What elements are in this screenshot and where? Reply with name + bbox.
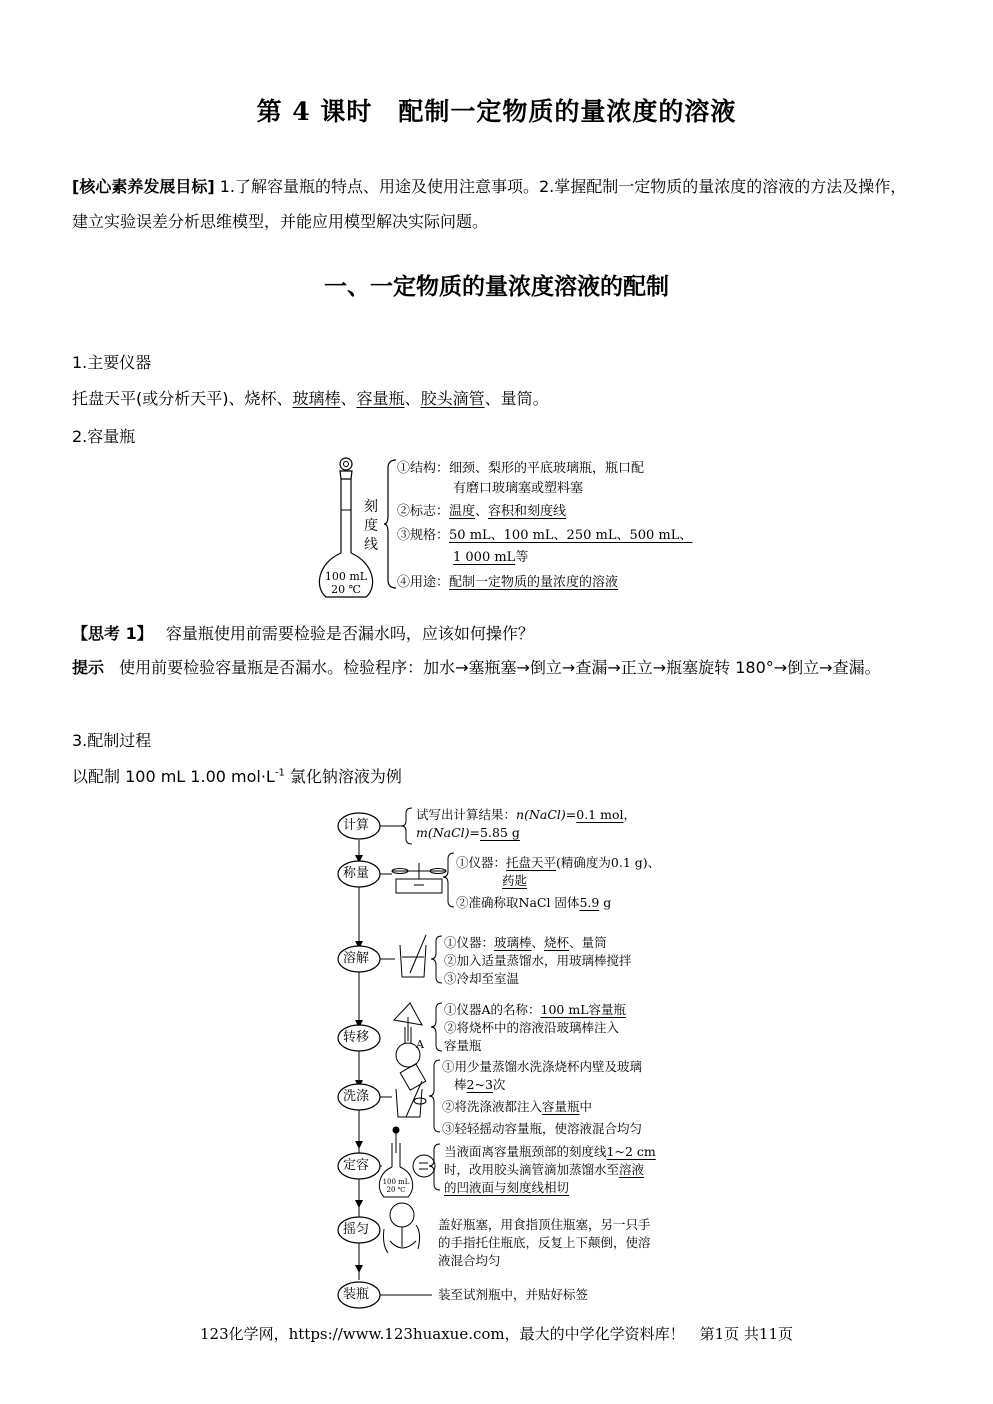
wash-l3a: ②将洗涤液都注入: [442, 1099, 543, 1114]
instruments-heading: 1.主要仪器: [72, 353, 152, 372]
flask-spec-suffix: 等: [515, 550, 529, 565]
weigh-mass: 5.9: [579, 895, 600, 910]
step-transfer: 转移: [343, 1030, 370, 1045]
wash-l4: ③轻轻摇动容量瓶，使溶液混合均匀: [442, 1121, 643, 1136]
weigh-l3a: ②准确称取NaCl 固体: [456, 895, 580, 910]
instruments-suffix: 、量筒。: [484, 389, 549, 408]
step-weigh: 称量: [343, 866, 370, 881]
section-title: 一、一定物质的量浓度溶液的配制: [324, 273, 669, 300]
step-calc: 计算: [343, 818, 370, 833]
transfer-text: [444, 1001, 626, 1055]
shake-l2: 的手指托住瓶底，反复上下颠倒，使溶: [438, 1235, 651, 1250]
weigh-precision: (精确度为0.1 g)、: [556, 855, 661, 870]
wash-text: [442, 1058, 642, 1138]
calc-m-value: 5.85 g: [480, 825, 520, 840]
page-footer: 123化学网，https://www.123huaxue.com，最大的中学化学资料库！ 第1页 共11页: [199, 1325, 794, 1343]
transfer-l2: ②将烧杯中的溶液沿玻璃棒注入: [444, 1020, 620, 1035]
wash-flask: 容量瓶: [542, 1099, 580, 1114]
flask-sign: [397, 500, 566, 519]
flask-spec-prefix: ③规格：: [397, 528, 450, 543]
mark-line-label: 刻 度 线: [364, 499, 378, 553]
dissolve-l1a: ①仪器：: [444, 935, 495, 950]
fix-l2a: 时，改用胶头滴管滴加蒸馏水至: [444, 1162, 620, 1177]
step-dissolve: 溶解: [343, 951, 370, 966]
think1-tag: 【思考 1】: [72, 624, 153, 643]
instruments-list: [72, 386, 549, 409]
fix-text: [444, 1143, 656, 1197]
hint-text: 使用前要检验容量瓶是否漏水。检验程序：加水→塞瓶塞→倒立→查漏→正立→瓶塞旋转 180°→倒立→查漏。: [119, 658, 881, 677]
shake-l1: 盖好瓶塞，用食指顶住瓶塞，另一只手: [438, 1217, 651, 1232]
dissolve-sep: 、: [531, 935, 545, 950]
fix-l1a: 当液面离容量瓶颈部的刻度线: [444, 1144, 607, 1159]
page-title: 第 4 课时 配制一定物质的量浓度的溶液: [256, 97, 737, 126]
flask-sign-volume: 容积和刻度线: [488, 504, 567, 519]
dissolve-l3: ③冷却至室温: [444, 971, 520, 986]
fix-solution: 溶液: [619, 1162, 645, 1177]
instruments-prefix: 托盘天平(或分析天平)、烧杯、: [72, 389, 293, 408]
step-shake: 摇匀: [343, 1222, 370, 1237]
flask-spec-values: 50 mL、100 mL、250 mL、500 mL、: [449, 528, 693, 543]
flask-spec: [397, 525, 692, 569]
think1-question: [72, 621, 534, 644]
calc-l1a: 试写出计算结果：: [416, 807, 517, 822]
dissolve-rod: 玻璃棒: [494, 935, 532, 950]
flask-use-text: 配制一定物质的量浓度的溶液: [449, 575, 619, 590]
weigh-text: [456, 854, 660, 912]
step-bottle: 装瓶: [343, 1287, 370, 1302]
instrument-volumetric-flask: 容量瓶: [356, 389, 405, 408]
shake-l3: 液混合均匀: [438, 1253, 501, 1268]
flask-sign-sep: 、: [475, 504, 489, 519]
flask-temp: 20 ℃: [331, 583, 361, 596]
transfer-icon: [394, 1003, 422, 1067]
step-fix: 定容: [343, 1158, 370, 1173]
example-prefix: 以配制 100 mL 1.00 mol·L: [72, 767, 275, 786]
process-example: [72, 764, 402, 787]
flask-heading: 2.容量瓶: [72, 427, 136, 446]
core-goal-paragraph: [72, 169, 922, 239]
instruments-sep: 、: [340, 389, 357, 408]
flask-volume: 100 mL: [324, 570, 368, 583]
wash-times: 2~3: [466, 1077, 493, 1092]
core-goal-tag: [核心素养发展目标]: [72, 177, 215, 196]
wash-l1: ①用少量蒸馏水洗涤烧杯内壁及玻璃: [442, 1059, 643, 1074]
weigh-balance: 托盘天平: [506, 855, 557, 870]
think1-hint: [72, 650, 922, 685]
flask-sign-temp: 温度: [449, 504, 476, 519]
flask-structure: [397, 459, 644, 499]
dissolve-l2: ②加入适量蒸馏水，用玻璃棒搅拌: [444, 953, 632, 968]
transfer-flask: 100 mL容量瓶: [540, 1002, 627, 1017]
dissolve-cylinder: 、量筒: [569, 935, 607, 950]
wash-l2a: 棒: [454, 1077, 467, 1092]
weigh-spoon: 药匙: [502, 873, 528, 888]
think1-text: 容量瓶使用前需要检验是否漏水吗，应该如何操作？: [165, 624, 534, 643]
example-suffix: 氯化钠溶液为例: [284, 767, 402, 786]
beaker-icon: [400, 935, 426, 977]
dissolve-beaker: 烧杯: [544, 935, 570, 950]
transfer-l1a: ①仪器A的名称：: [444, 1002, 541, 1017]
instrument-dropper: 胶头滴管: [420, 389, 485, 408]
wash-l3c: 中: [579, 1099, 593, 1114]
brace-icon: [384, 458, 398, 590]
shake-text: [438, 1216, 651, 1270]
instruments-sep: 、: [404, 389, 421, 408]
flask-sign-prefix: ②标志：: [397, 504, 450, 519]
calc-sep: ，: [623, 807, 636, 822]
wash-l2c: 次: [492, 1077, 506, 1092]
flask-spec-1000: 1 000 mL: [453, 550, 516, 565]
fix-l3: 的凹液面与刻度线相切: [444, 1180, 570, 1195]
calc-text: [416, 806, 636, 842]
instrument-glass-rod: 玻璃棒: [292, 389, 341, 408]
flask-use-prefix: ④用途：: [397, 575, 450, 590]
fix-flask-temp: 20 ℃: [386, 1186, 406, 1194]
hint-tag: 提示: [72, 658, 105, 677]
fix-distance: 1~2 cm: [606, 1144, 656, 1159]
calc-m: m(NaCl)=: [416, 825, 481, 840]
shake-icon: [384, 1203, 420, 1253]
flask-structure-line2: 有磨口玻璃塞或塑料塞: [453, 481, 584, 496]
weigh-l1a: ①仪器：: [456, 855, 507, 870]
dissolve-text: [444, 934, 632, 988]
wash-icon: [396, 1064, 426, 1117]
transfer-l3: 容量瓶: [444, 1038, 482, 1053]
weigh-unit: g: [599, 895, 612, 910]
transfer-a-label: A: [416, 1038, 424, 1051]
calc-n-value: 0.1 mol: [576, 807, 624, 822]
bottle-text: 装至试剂瓶中，并贴好标签: [438, 1287, 589, 1302]
step-wash: 洗涤: [343, 1089, 370, 1104]
example-sup: -1: [274, 767, 285, 779]
flask-use: [397, 571, 618, 590]
process-heading: 3.配制过程: [72, 731, 152, 750]
flask-structure-line1: ①结构：细颈、梨形的平底玻璃瓶，瓶口配: [397, 461, 645, 476]
balance-icon: [392, 863, 446, 893]
calc-n: n(NaCl)=: [516, 807, 577, 822]
fix-flask-vol: 100 mL: [382, 1178, 410, 1186]
core-goal-text: 1.了解容量瓶的特点、用途及使用注意事项。2.掌握配制一定物质的量浓度的溶液的方法及操作，建立实验误差分析思维模型，并能应用模型解决实际问题。: [72, 177, 907, 231]
